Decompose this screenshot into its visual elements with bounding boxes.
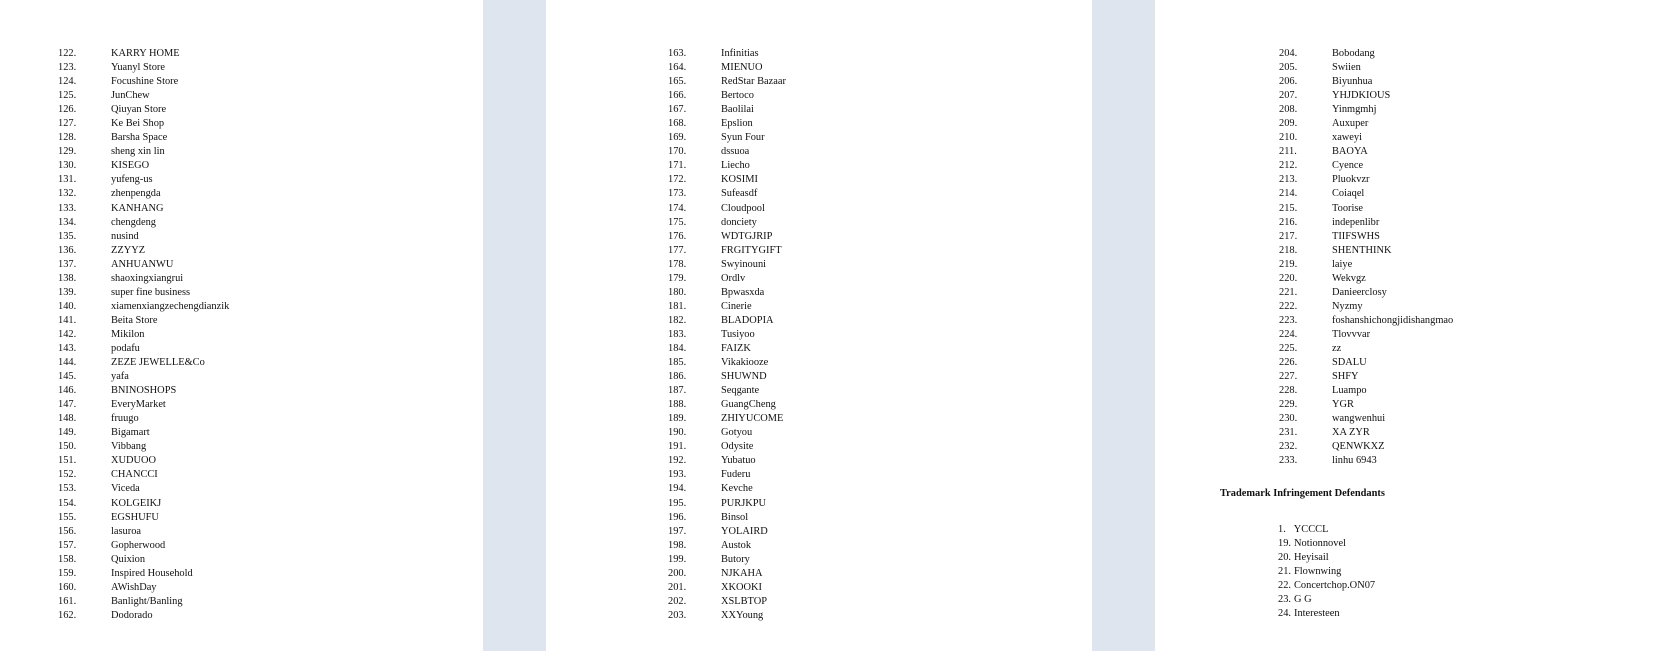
list-item-number: 169.: [668, 132, 687, 144]
list-item-number: 185.: [668, 357, 687, 369]
list-item-name: ANHUANWU: [111, 258, 174, 270]
list-item: [1278, 523, 1375, 537]
list-item-number: 130.: [58, 160, 77, 172]
list-item-name: WDTGJRIP: [721, 230, 773, 242]
list-item-name: dssuoa: [721, 146, 750, 158]
list-item-name: indepenlibr: [1332, 216, 1380, 228]
list-item-number: 180.: [668, 286, 687, 298]
list-item-number: 229.: [1279, 399, 1298, 411]
list-item: [1278, 537, 1375, 551]
list-item-number: 201.: [668, 581, 687, 593]
list-item-number: 167.: [668, 104, 687, 116]
list-item-name: super fine business: [111, 286, 191, 298]
list-item-number: 143.: [58, 342, 77, 354]
list-item-name: SDALU: [1332, 357, 1367, 369]
list-item-name: Cinerie: [721, 300, 752, 312]
list-item-number: 171.: [668, 160, 687, 172]
list-item-number: 175.: [668, 216, 687, 228]
list-item-number: 221.: [1279, 286, 1298, 298]
list-item-name: SHUWND: [721, 371, 767, 383]
list-item-number: 206.: [1279, 76, 1298, 88]
list-item-number: 212.: [1279, 160, 1298, 172]
list-item-number: 124.: [58, 76, 77, 88]
list-item-number: 157.: [58, 539, 77, 551]
list-item-number: 203.: [668, 609, 687, 621]
list-item-number: 210.: [1279, 132, 1298, 144]
list-item-number: 125.: [58, 90, 77, 102]
list-item-name: linhu 6943: [1332, 455, 1377, 467]
list-item-number: 132.: [58, 188, 77, 200]
list-item-number: 151.: [58, 455, 77, 467]
list-item-name: Banlight/Banling: [111, 595, 183, 607]
list-item-number: 176.: [668, 230, 687, 242]
list-item-name: MIENUO: [721, 62, 763, 74]
list-item-number: 218.: [1279, 244, 1298, 256]
list-item-name: KOLGEIKJ: [111, 497, 162, 509]
list-item-number: 148.: [58, 413, 77, 425]
list-item-name: XKOOKI: [721, 581, 762, 593]
list-item-number: 191.: [668, 441, 687, 453]
list-item-number: 224.: [1279, 328, 1298, 340]
list-item-number: 197.: [668, 525, 687, 537]
list-item-name: KANHANG: [111, 202, 164, 214]
list-item-name: yafa: [111, 371, 129, 383]
list-item-number: 177.: [668, 244, 687, 256]
list-item-name: Epslion: [721, 118, 753, 130]
list-item-name: XSLBTOP: [721, 595, 768, 607]
list-item-number: 137.: [58, 258, 77, 270]
list-item-number: 20.: [1278, 552, 1291, 564]
list-item-name: Cloudpool: [721, 202, 765, 214]
list-item-number: 138.: [58, 272, 77, 284]
list-item-number: 24.: [1278, 608, 1291, 620]
list-item-name: Seqgante: [721, 385, 760, 397]
list-item-number: 146.: [58, 385, 77, 397]
list-item-name: Danieerclosy: [1332, 286, 1387, 298]
list-item-name: FRGITYGIFT: [721, 244, 782, 256]
list-item-number: 129.: [58, 146, 77, 158]
list-item-number: 183.: [668, 328, 687, 340]
list-item-number: 194.: [668, 483, 687, 495]
list-item-name: AWishDay: [111, 581, 157, 593]
list-item-number: 178.: [668, 258, 687, 270]
list-item-name: lasuroa: [111, 525, 142, 537]
list-item: [1278, 593, 1375, 607]
list-item-name: Yubatuo: [721, 455, 756, 467]
list-item-name: YHJDKIOUS: [1332, 90, 1391, 102]
list-item-name: Barsha Space: [111, 132, 168, 144]
list-item-name: Kevche: [721, 483, 753, 495]
list-item-number: 133.: [58, 202, 77, 214]
list-item-number: 223.: [1279, 314, 1298, 326]
list-item-number: 164.: [668, 62, 687, 74]
list-item-name: shaoxingxiangrui: [111, 272, 184, 284]
list-item-number: 195.: [668, 497, 687, 509]
list-item-number: 158.: [58, 553, 77, 565]
list-item-number: 215.: [1279, 202, 1298, 214]
list-item-number: 153.: [58, 483, 77, 495]
list-item-number: 147.: [58, 399, 77, 411]
list-item-name: Cyence: [1332, 160, 1364, 172]
list-item-number: 140.: [58, 300, 77, 312]
list-item-name: Bobodang: [1332, 48, 1375, 59]
list-item-name: Yuanyl Store: [111, 62, 165, 74]
list-item-number: 170.: [668, 146, 687, 158]
list-item-name: Luampo: [1332, 385, 1367, 397]
list-item-name: KOSIMI: [721, 174, 758, 186]
list-item-number: 131.: [58, 174, 77, 186]
list-item-number: 208.: [1279, 104, 1298, 116]
list-item-number: 233.: [1279, 455, 1298, 467]
list-item-name: BAOYA: [1332, 146, 1368, 158]
list-item-number: 173.: [668, 188, 687, 200]
list-item-name: yufeng-us: [111, 174, 153, 186]
list-item-number: 156.: [58, 525, 77, 537]
list-item-name: foshanshichongjidishangmao: [1332, 314, 1454, 326]
list-item-number: 189.: [668, 413, 687, 425]
list-item-number: 141.: [58, 314, 77, 326]
list-item-name: Tlovvvar: [1332, 328, 1371, 340]
document-page-2: [546, 0, 1092, 651]
list-item-name: Focushine Store: [111, 76, 179, 88]
list-item: [1278, 565, 1375, 579]
list-item-name: YGR: [1332, 399, 1354, 411]
list-item-name: Swiien: [1332, 62, 1361, 74]
list-item-number: 186.: [668, 371, 687, 383]
list-item-name: TIIFSWHS: [1332, 230, 1380, 242]
list-item-name: Inspired Household: [111, 567, 193, 579]
list-item-number: 211.: [1279, 146, 1297, 158]
list-item-number: 161.: [58, 595, 77, 607]
list-item-number: 22.: [1278, 580, 1291, 592]
list-item-name: SHFY: [1332, 371, 1359, 383]
list-item-number: 213.: [1279, 174, 1298, 186]
list-item-name: sheng xin lin: [111, 146, 165, 158]
list-item-name: Infinitias: [721, 48, 759, 59]
list-item-name: Viceda: [111, 483, 140, 495]
list-item-name: Butory: [721, 553, 750, 565]
list-item-number: 136.: [58, 244, 77, 256]
list-item-number: 142.: [58, 328, 77, 340]
list-item-number: 192.: [668, 455, 687, 467]
list-item-name: QENWKXZ: [1332, 441, 1385, 453]
list-item-name: laiye: [1332, 258, 1353, 270]
list-item-number: 155.: [58, 511, 77, 523]
list-item-name: Coiaqel: [1332, 188, 1365, 200]
list-item-number: 122.: [58, 48, 77, 59]
list-item-number: 160.: [58, 581, 77, 593]
list-item-name: Wekvgz: [1332, 272, 1366, 284]
list-item-name: EGSHUFU: [111, 511, 159, 523]
section-title-trademark-defendants: Trademark Infringement Defendants: [1220, 488, 1385, 499]
list-item-number: 226.: [1279, 357, 1298, 369]
list-item-name: Notionnovel: [1294, 538, 1346, 550]
list-item-name: Dodorado: [111, 609, 153, 621]
trademark-defendant-list: [1278, 523, 1375, 621]
list-item-name: NJKAHA: [721, 567, 763, 579]
list-item-name: ZZYYZ: [111, 244, 146, 256]
list-item-name: Heyisail: [1294, 552, 1329, 564]
list-item-number: 187.: [668, 385, 687, 397]
list-item-name: chengdeng: [111, 216, 157, 228]
list-item-name: XUDUOO: [111, 455, 157, 467]
list-item-name: XA ZYR: [1332, 427, 1370, 439]
list-item-name: Quixion: [111, 553, 146, 565]
list-item: [1278, 551, 1375, 565]
list-item-name: Qiuyan Store: [111, 104, 167, 116]
list-item-name: PURJKPU: [721, 497, 767, 509]
list-item-name: Ke Bei Shop: [111, 118, 165, 130]
list-item-name: ZEZE JEWELLE&Co: [111, 357, 205, 369]
list-item-number: 172.: [668, 174, 687, 186]
list-item-number: 165.: [668, 76, 687, 88]
list-item-name: Interesteen: [1294, 608, 1340, 620]
list-item-number: 135.: [58, 230, 77, 242]
list-item-name: nusind: [111, 230, 139, 242]
list-item-name: RedStar Bazaar: [721, 76, 786, 88]
list-item-name: XXYoung: [721, 609, 764, 621]
list-item-number: 209.: [1279, 118, 1298, 130]
list-item-name: Concertchop.ON07: [1294, 580, 1376, 592]
list-item-name: Vikakiooze: [721, 357, 769, 369]
list-item-number: 21.: [1278, 566, 1291, 578]
list-item-number: 144.: [58, 357, 77, 369]
list-item-number: 181.: [668, 300, 687, 312]
list-item-number: 205.: [1279, 62, 1298, 74]
list-item-name: YOLAIRD: [721, 525, 768, 537]
list-item-number: 139.: [58, 286, 77, 298]
list-item-name: xaweyi: [1332, 132, 1363, 144]
list-item-name: xiamenxiangzechengdianzik: [111, 300, 230, 312]
list-item-number: 163.: [668, 48, 687, 59]
list-item-number: 199.: [668, 553, 687, 565]
list-item-number: 228.: [1279, 385, 1298, 397]
list-item-name: Bertoco: [721, 90, 754, 102]
list-item-number: 217.: [1279, 230, 1298, 242]
list-item-number: 230.: [1279, 413, 1298, 425]
list-item-name: YCCCL: [1293, 524, 1329, 535]
list-item-number: 200.: [668, 567, 687, 579]
list-item-name: fruugo: [111, 413, 139, 425]
list-item-name: Auxuper: [1332, 118, 1369, 130]
list-item-name: Sufeasdf: [721, 188, 758, 200]
list-item-number: 196.: [668, 511, 687, 523]
list-item-name: CHANCCI: [111, 469, 158, 481]
list-item-number: 227.: [1279, 371, 1298, 383]
list-item-name: Bpwasxda: [721, 286, 765, 298]
list-item-name: Binsol: [721, 511, 749, 523]
list-item-name: Toorise: [1332, 202, 1364, 214]
list-item-name: Flownwing: [1294, 566, 1342, 578]
list-item-number: 193.: [668, 469, 687, 481]
list-item-number: 150.: [58, 441, 77, 453]
list-item-name: podafu: [111, 342, 140, 354]
list-item-name: JunChew: [111, 90, 150, 102]
list-item-number: 220.: [1279, 272, 1298, 284]
list-item-name: GuangCheng: [721, 399, 776, 411]
list-item-number: 126.: [58, 104, 77, 116]
list-item-name: Bigamart: [111, 427, 150, 439]
list-item-number: 225.: [1279, 342, 1298, 354]
list-item-name: Baolilai: [721, 104, 754, 116]
list-item-name: Nyzmy: [1332, 300, 1363, 312]
list-item-name: zz: [1332, 342, 1342, 354]
list-item-name: FAIZK: [721, 342, 751, 354]
list-item: [1278, 579, 1375, 593]
list-item-name: donciety: [721, 216, 757, 228]
list-item-name: Austok: [721, 539, 752, 551]
list-item-name: zhenpengda: [111, 188, 161, 200]
list-item-name: Yinmgmhj: [1332, 104, 1377, 116]
list-item-number: 159.: [58, 567, 77, 579]
list-item-number: 145.: [58, 371, 77, 383]
list-item-name: Syun Four: [721, 132, 765, 144]
list-item-name: Gopherwood: [111, 539, 166, 551]
list-item-number: 149.: [58, 427, 77, 439]
list-item-number: 128.: [58, 132, 77, 144]
list-item-name: Liecho: [721, 160, 750, 172]
list-item-name: wangwenhui: [1332, 413, 1386, 425]
list-item-number: 152.: [58, 469, 77, 481]
list-item-number: 202.: [668, 595, 687, 607]
list-item-name: G G: [1294, 594, 1312, 606]
list-item-number: 154.: [58, 497, 77, 509]
document-page-3: [1155, 0, 1669, 651]
list-item-name: Pluokvzr: [1332, 174, 1370, 186]
list-item-number: 214.: [1279, 188, 1298, 200]
list-item-name: EveryMarket: [111, 399, 166, 411]
list-item-number: 23.: [1278, 594, 1291, 606]
list-item-name: BLADOPIA: [721, 314, 774, 326]
list-item-name: Odysite: [721, 441, 754, 453]
list-item-name: Swyinouni: [721, 258, 767, 270]
list-item-number: 19.: [1278, 538, 1291, 550]
list-item-number: 182.: [668, 314, 687, 326]
list-item-number: 168.: [668, 118, 687, 130]
list-item-number: 222.: [1279, 300, 1298, 312]
list-item-name: KISEGO: [111, 160, 150, 172]
list-item-name: ZHIYUCOME: [721, 413, 784, 425]
list-item-number: 184.: [668, 342, 687, 354]
list-item: [1278, 607, 1375, 621]
list-item-name: Fuderu: [721, 469, 751, 481]
list-item-name: SHENTHINK: [1332, 244, 1392, 256]
list-item-name: BNINOSHOPS: [111, 385, 177, 397]
list-item-number: 207.: [1279, 90, 1298, 102]
list-item-number: 190.: [668, 427, 687, 439]
list-item-number: 188.: [668, 399, 687, 411]
list-item-number: 204.: [1279, 48, 1298, 59]
list-item-number: 198.: [668, 539, 687, 551]
list-item-name: Tusiyoo: [721, 328, 755, 340]
list-item-name: Mikilon: [111, 328, 145, 340]
list-item-number: 219.: [1279, 258, 1298, 270]
list-item-number: 232.: [1279, 441, 1298, 453]
list-item-number: 174.: [668, 202, 687, 214]
list-item-number: 127.: [58, 118, 77, 130]
list-item-name: Biyunhua: [1332, 76, 1373, 88]
list-item-number: 179.: [668, 272, 687, 284]
document-page-1: [0, 0, 483, 651]
list-item-name: Ordlv: [721, 272, 746, 284]
list-item-name: Beita Store: [111, 314, 158, 326]
list-item-number: 216.: [1279, 216, 1298, 228]
list-item-number: 166.: [668, 90, 687, 102]
list-item-name: KARRY HOME: [111, 48, 180, 59]
list-item-name: Gotyou: [721, 427, 753, 439]
list-item-number: 231.: [1279, 427, 1298, 439]
list-item-number: 1.: [1278, 524, 1286, 535]
list-item-name: Vibbang: [111, 441, 147, 453]
list-item-number: 123.: [58, 62, 77, 74]
list-item-number: 134.: [58, 216, 77, 228]
list-item-number: 162.: [58, 609, 77, 621]
